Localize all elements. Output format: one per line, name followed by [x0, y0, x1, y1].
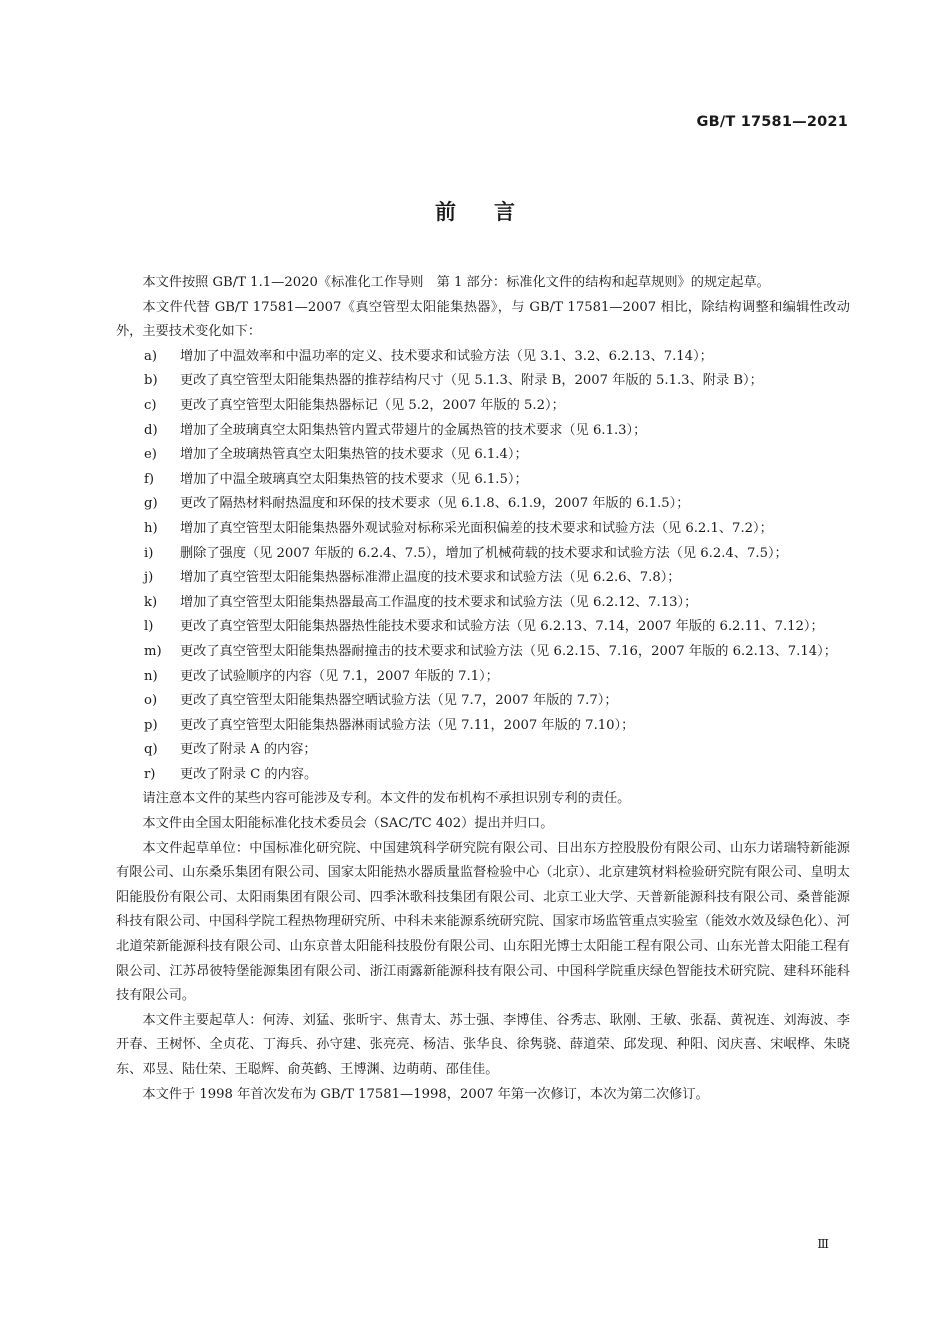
list-item [116, 591, 850, 616]
list-item [116, 763, 850, 788]
item-label: o) [144, 693, 158, 709]
history-paragraph: 本文件于 1998 年首次发布为 GB/T 17581—1998，2007 年第一次修订，本次为第二次修订。 [142, 1086, 709, 1102]
list-item [116, 492, 850, 517]
list-item [116, 714, 850, 739]
list-item [116, 665, 850, 690]
list-item [116, 689, 850, 714]
item-text: 更改了隔热材料耐热温度和环保的技术要求（见 6.1.8、6.1.9，2007 年版的 6.1.5）； [180, 496, 690, 512]
item-text: 增加了全玻璃热管真空太阳集热管的技术要求（见 6.1.4）； [180, 447, 528, 463]
page-title: 前言 [435, 200, 553, 224]
item-label: g) [144, 496, 158, 512]
item-text: 删除了强度（见 2007 年版的 6.2.4、7.5），增加了机械荷载的技术要求和试验方法（见 6.2.4、7.5）； [180, 545, 788, 561]
drafting-units-paragraph: 本文件起草单位：中国标准化研究院、中国建筑科学研究院有限公司、日出东方控股股份有限公司、山东力诺瑞特新能源有限公司、山东桑乐集团有限公司、国家太阳能热水器质量监督检验中心（北京）、北京建筑材料检验研究院有限公司、皇明太阳能股份有限公司、太阳雨集团有限公司、四季沐歌科技集团有限公司、北京工业大学、天普新能源科技有限公司、桑普能源科技有限公司、中国科学院工程热物理研究所、中科未来能源系统研究院、国家市场监管重点实验室（能效水效及绿色化）、河北道荣新能源科技有限公司、山东京普太阳能科技股份有限公司、山东阳光博士太阳能工程有限公司、山东光普太阳能工程有限公司、江苏昂彼特堡能源集团有限公司、浙江雨露新能源科技有限公司、中国科学院重庆绿色智能技术研究院、建科环能科技有限公司。 [116, 840, 850, 1004]
item-label: r) [144, 766, 156, 782]
list-item [116, 468, 850, 493]
list-item [116, 640, 850, 665]
item-text: 增加了真空管型太阳能集热器标准滞止温度的技术要求和试验方法（见 6.2.6、7.8）； [180, 570, 681, 586]
list-item [116, 542, 850, 567]
intro-paragraph: 本文件代替 GB/T 17581—2007《真空管型太阳能集热器》，与 GB/T 17581—2007 相比，除结构调整和编辑性改动外，主要技术变化如下： [116, 299, 850, 340]
item-label: j) [144, 570, 154, 586]
item-text: 更改了真空管型太阳能集热器的推荐结构尺寸（见 5.1.3、附录 B，2007 年版的 5.1.3、附录 B）； [180, 373, 763, 389]
list-item [116, 517, 850, 542]
list-item [116, 369, 850, 394]
item-text: 更改了真空管型太阳能集热器空晒试验方法（见 7.7，2007 年版的 7.7）； [180, 693, 618, 709]
item-label: e) [144, 447, 157, 463]
item-text: 更改了附录 C 的内容。 [180, 766, 318, 782]
item-label: p) [144, 717, 158, 733]
item-text: 增加了中温全玻璃真空太阳集热管的技术要求（见 6.1.5）； [180, 471, 528, 487]
list-item [116, 394, 850, 419]
item-label: b) [144, 373, 158, 389]
drafters-paragraph: 本文件主要起草人：何涛、刘猛、张昕宇、焦青太、苏士强、李博佳、谷秀志、耿刚、王敏、张磊、黄祝连、刘海波、李开春、王树怀、全贞花、丁海兵、孙守建、张亮亮、杨洁、张华良、徐隽骁、薛道荣、邱发现、种阳、闵庆喜、宋岷桦、朱晓东、邓昱、陆仕荣、王聪辉、俞英鹤、王博渊、边萌萌、邵佳佳。 [116, 1012, 850, 1077]
list-item [116, 345, 850, 370]
item-text: 更改了真空管型太阳能集热器标记（见 5.2，2007 年版的 5.2）； [180, 397, 565, 413]
item-label: m) [144, 643, 162, 659]
item-label: q) [144, 742, 158, 758]
changes-list [116, 345, 850, 788]
item-text: 增加了真空管型太阳能集热器外观试验对标称采光面积偏差的技术要求和试验方法（见 6.2.1、7.2）； [180, 520, 773, 536]
proposer-paragraph: 本文件由全国太阳能标准化技术委员会（SAC/TC 402）提出并归口。 [142, 816, 554, 832]
item-label: a) [144, 348, 158, 364]
standard-code: GB/T 17581—2021 [696, 114, 848, 130]
item-label: h) [144, 520, 158, 536]
foreword-body [116, 271, 850, 1107]
list-item [116, 615, 850, 640]
item-label: c) [144, 397, 157, 413]
item-label: k) [144, 594, 158, 610]
item-text: 更改了真空管型太阳能集热器热性能技术要求和试验方法（见 6.2.13、7.14，2007 年版的 6.2.11、7.12）； [180, 619, 824, 635]
list-item [116, 419, 850, 444]
item-text: 增加了真空管型太阳能集热器最高工作温度的技术要求和试验方法（见 6.2.12、7.13）； [180, 594, 698, 610]
item-text: 更改了真空管型太阳能集热器耐撞击的技术要求和试验方法（见 6.2.15、7.16，2007 年版的 6.2.13、7.14）； [180, 643, 837, 659]
item-text: 更改了附录 A 的内容； [180, 742, 317, 758]
item-label: f) [144, 471, 155, 487]
item-text: 更改了试验顺序的内容（见 7.1，2007 年版的 7.1）； [180, 668, 499, 684]
item-label: l) [144, 619, 154, 635]
list-item [116, 566, 850, 591]
item-label: i) [144, 545, 154, 561]
page-number: Ⅲ [817, 1237, 828, 1251]
intro-paragraph: 本文件按照 GB/T 1.1—2020《标准化工作导则 第 1 部分：标准化文件的结构和起草规则》的规定起草。 [142, 275, 770, 290]
item-text: 更改了真空管型太阳能集热器淋雨试验方法（见 7.11，2007 年版的 7.10）； [180, 717, 635, 733]
item-label: n) [144, 668, 158, 684]
item-text: 增加了中温效率和中温功率的定义、技术要求和试验方法（见 3.1、3.2、6.2.13、7.14）； [180, 348, 713, 364]
item-text: 增加了全玻璃真空太阳集热管内置式带翅片的金属热管的技术要求（见 6.1.3）； [180, 422, 647, 438]
patent-notice: 请注意本文件的某些内容可能涉及专利。本文件的发布机构不承担识别专利的责任。 [142, 791, 631, 807]
list-item [116, 443, 850, 468]
list-item [116, 738, 850, 763]
item-label: d) [144, 422, 158, 438]
